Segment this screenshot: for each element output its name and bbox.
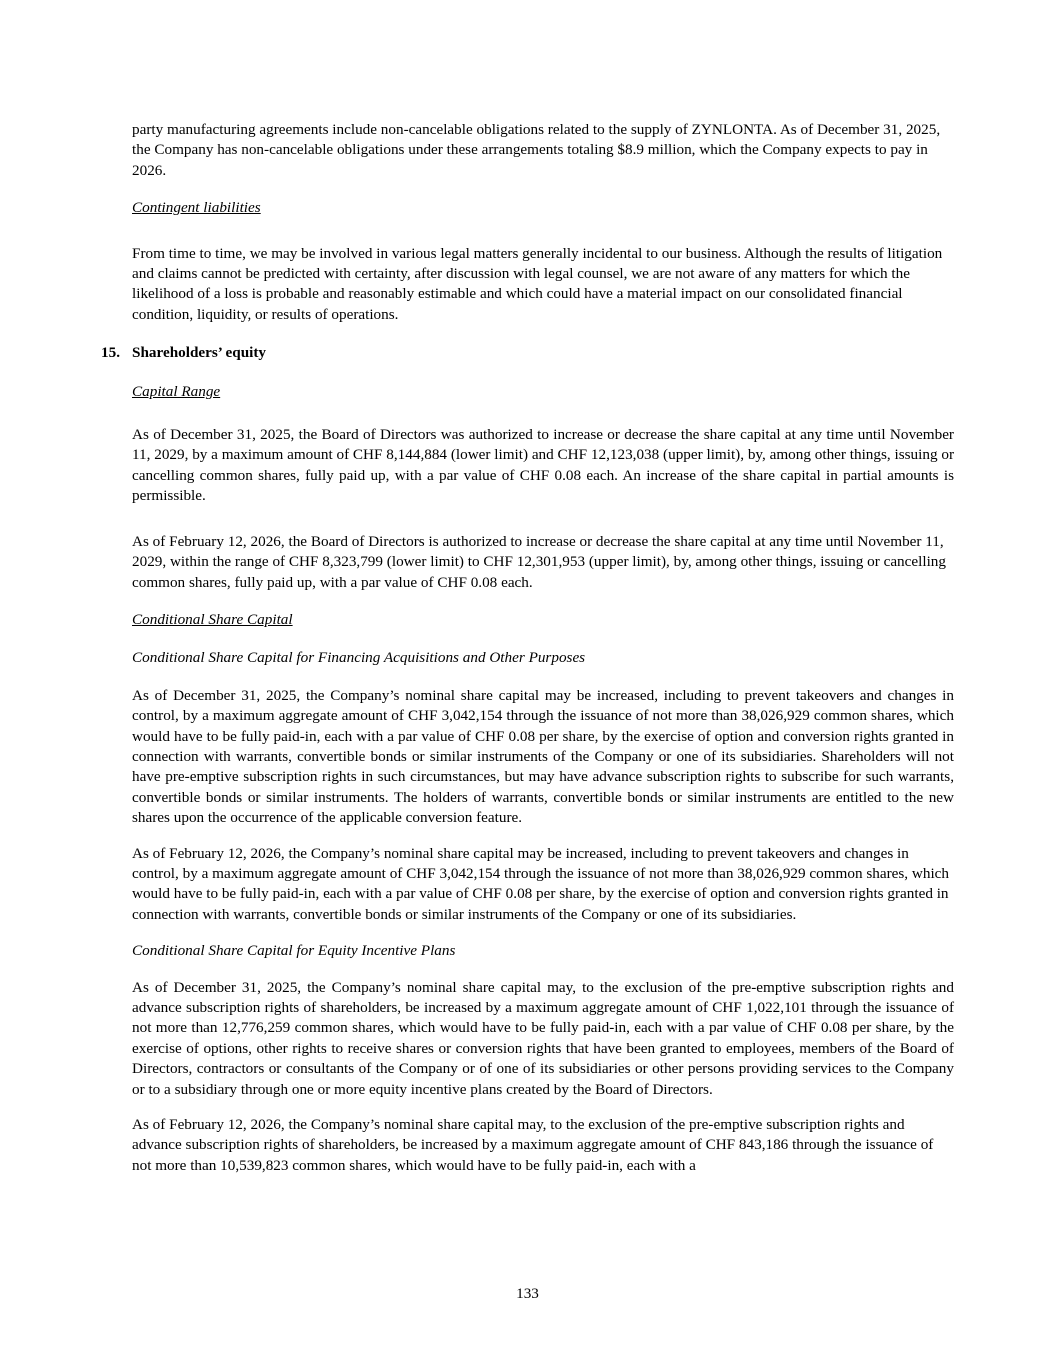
conditional-share-capital-heading: Conditional Share Capital [132,610,293,628]
capital-range-paragraph-1: As of December 31, 2025, the Board of Directors was authorized to increase or decrease the share capital at any time until November 11, 2029, by a maximum amount of CHF 8,144,884 (lower limit) and CHF 12,123,038 (upper limit), by, among other things, issuing or cancelling common shares, fully paid up, with a par value of CHF 0.08 each. An increase of the share capital in partial amounts is permissible. [132,426,954,505]
financing-paragraph-1: As of December 31, 2025, the Company’s nominal share capital may be increased, including to prevent takeovers and changes in control, by a maximum aggregate amount of CHF 3,042,154 through the issuance of not more than 38,026,929 common shares, which would have to be fully paid-in, each with a par value of CHF 0.08 per share, by the exercise of option and conversion rights granted in connection with warrants, convertible bonds or similar instruments of the Company or one of its subsidiaries. Shareholders will not have pre-emptive subscription rights in such circumstances, but may have advance subscription rights to subscribe for such warrants, convertible bonds or similar instruments. The holders of warrants, convertible bonds or similar instruments are entitled to the new shares upon the occurrence of the applicable conversion feature. [132,686,954,827]
equity-incentive-paragraph-1: As of December 31, 2025, the Company’s nominal share capital may, to the exclusion of the pre-emptive subscription rights and advance subscription rights of shareholders, be increased by a maximum aggregate amount of CHF 1,022,101 through the issuance of not more than 12,776,259 common shares, which would have to be fully paid-in, each with a par value of CHF 0.08 per share, by the exercise of options, other rights to receive shares or conversion rights that have been granted to employees, members of the Board of Directors, contractors or consultants of the Company or of one of its subsidiaries or other persons providing services to the Company or to a subsidiary through one or more equity incentive plans created by the Board of Directors. [132,978,954,1098]
section-heading [101,343,954,363]
section-number: 15. [101,344,120,362]
financing-acquisitions-heading: Conditional Share Capital for Financing Acquisitions and Other Purposes [132,649,586,667]
contingent-liabilities-heading: Contingent liabilities [132,199,261,217]
equity-incentive-paragraph-2: As of February 12, 2026, the Company’s nominal share capital may, to the exclusion of the pre-emptive subscription rights and advance subscription rights of shareholders, be increased by a maximum aggregate amount of CHF 843,186 through the issuance of not more than 10,539,823 common shares, which would have to be fully paid-in, each with a [132,1116,934,1174]
page-content [101,120,954,1176]
equity-incentive-heading: Conditional Share Capital for Equity Incentive Plans [132,942,456,960]
intro-paragraph: party manufacturing agreements include non-cancelable obligations related to the supply of ZYNLONTA. As of December 31, 2025, the Company has non-cancelable obligations under these arrangements totaling $8.9 million, which the Company expects to pay in 2026. [132,121,941,179]
page-number: 133 [516,1285,539,1302]
financing-paragraph-2: As of February 12, 2026, the Company’s nominal share capital may be increased, including to prevent takeovers and changes in control, by a maximum aggregate amount of CHF 3,042,154 through the issuance of not more than 38,026,929 common shares, which would have to be fully paid-in, each with a par value of CHF 0.08 per share, by the exercise of option and conversion rights granted in connection with warrants, convertible bonds or similar instruments of the Company or one of its subsidiaries. [132,844,950,923]
section-title: Shareholders’ equity [132,344,267,362]
capital-range-heading: Capital Range [132,382,221,400]
contingent-liabilities-paragraph: From time to time, we may be involved in various legal matters generally incidental to our business. Although the results of litigation and claims cannot be predicted with certainty, after discussion with legal counsel, we are not aware of any matters for which the likelihood of a loss is probable and reasonably estimable and which could have a material impact on our consolidated financial condition, liquidity, or results of operations. [132,244,943,323]
capital-range-paragraph-2: As of February 12, 2026, the Board of Directors is authorized to increase or decrease the share capital at any time until November 11, 2029, within the range of CHF 8,323,799 (lower limit) to CHF 12,301,953 (upper limit), by, among other things, issuing or cancelling common shares, fully paid up, with a par value of CHF 0.08 each. [132,532,946,591]
